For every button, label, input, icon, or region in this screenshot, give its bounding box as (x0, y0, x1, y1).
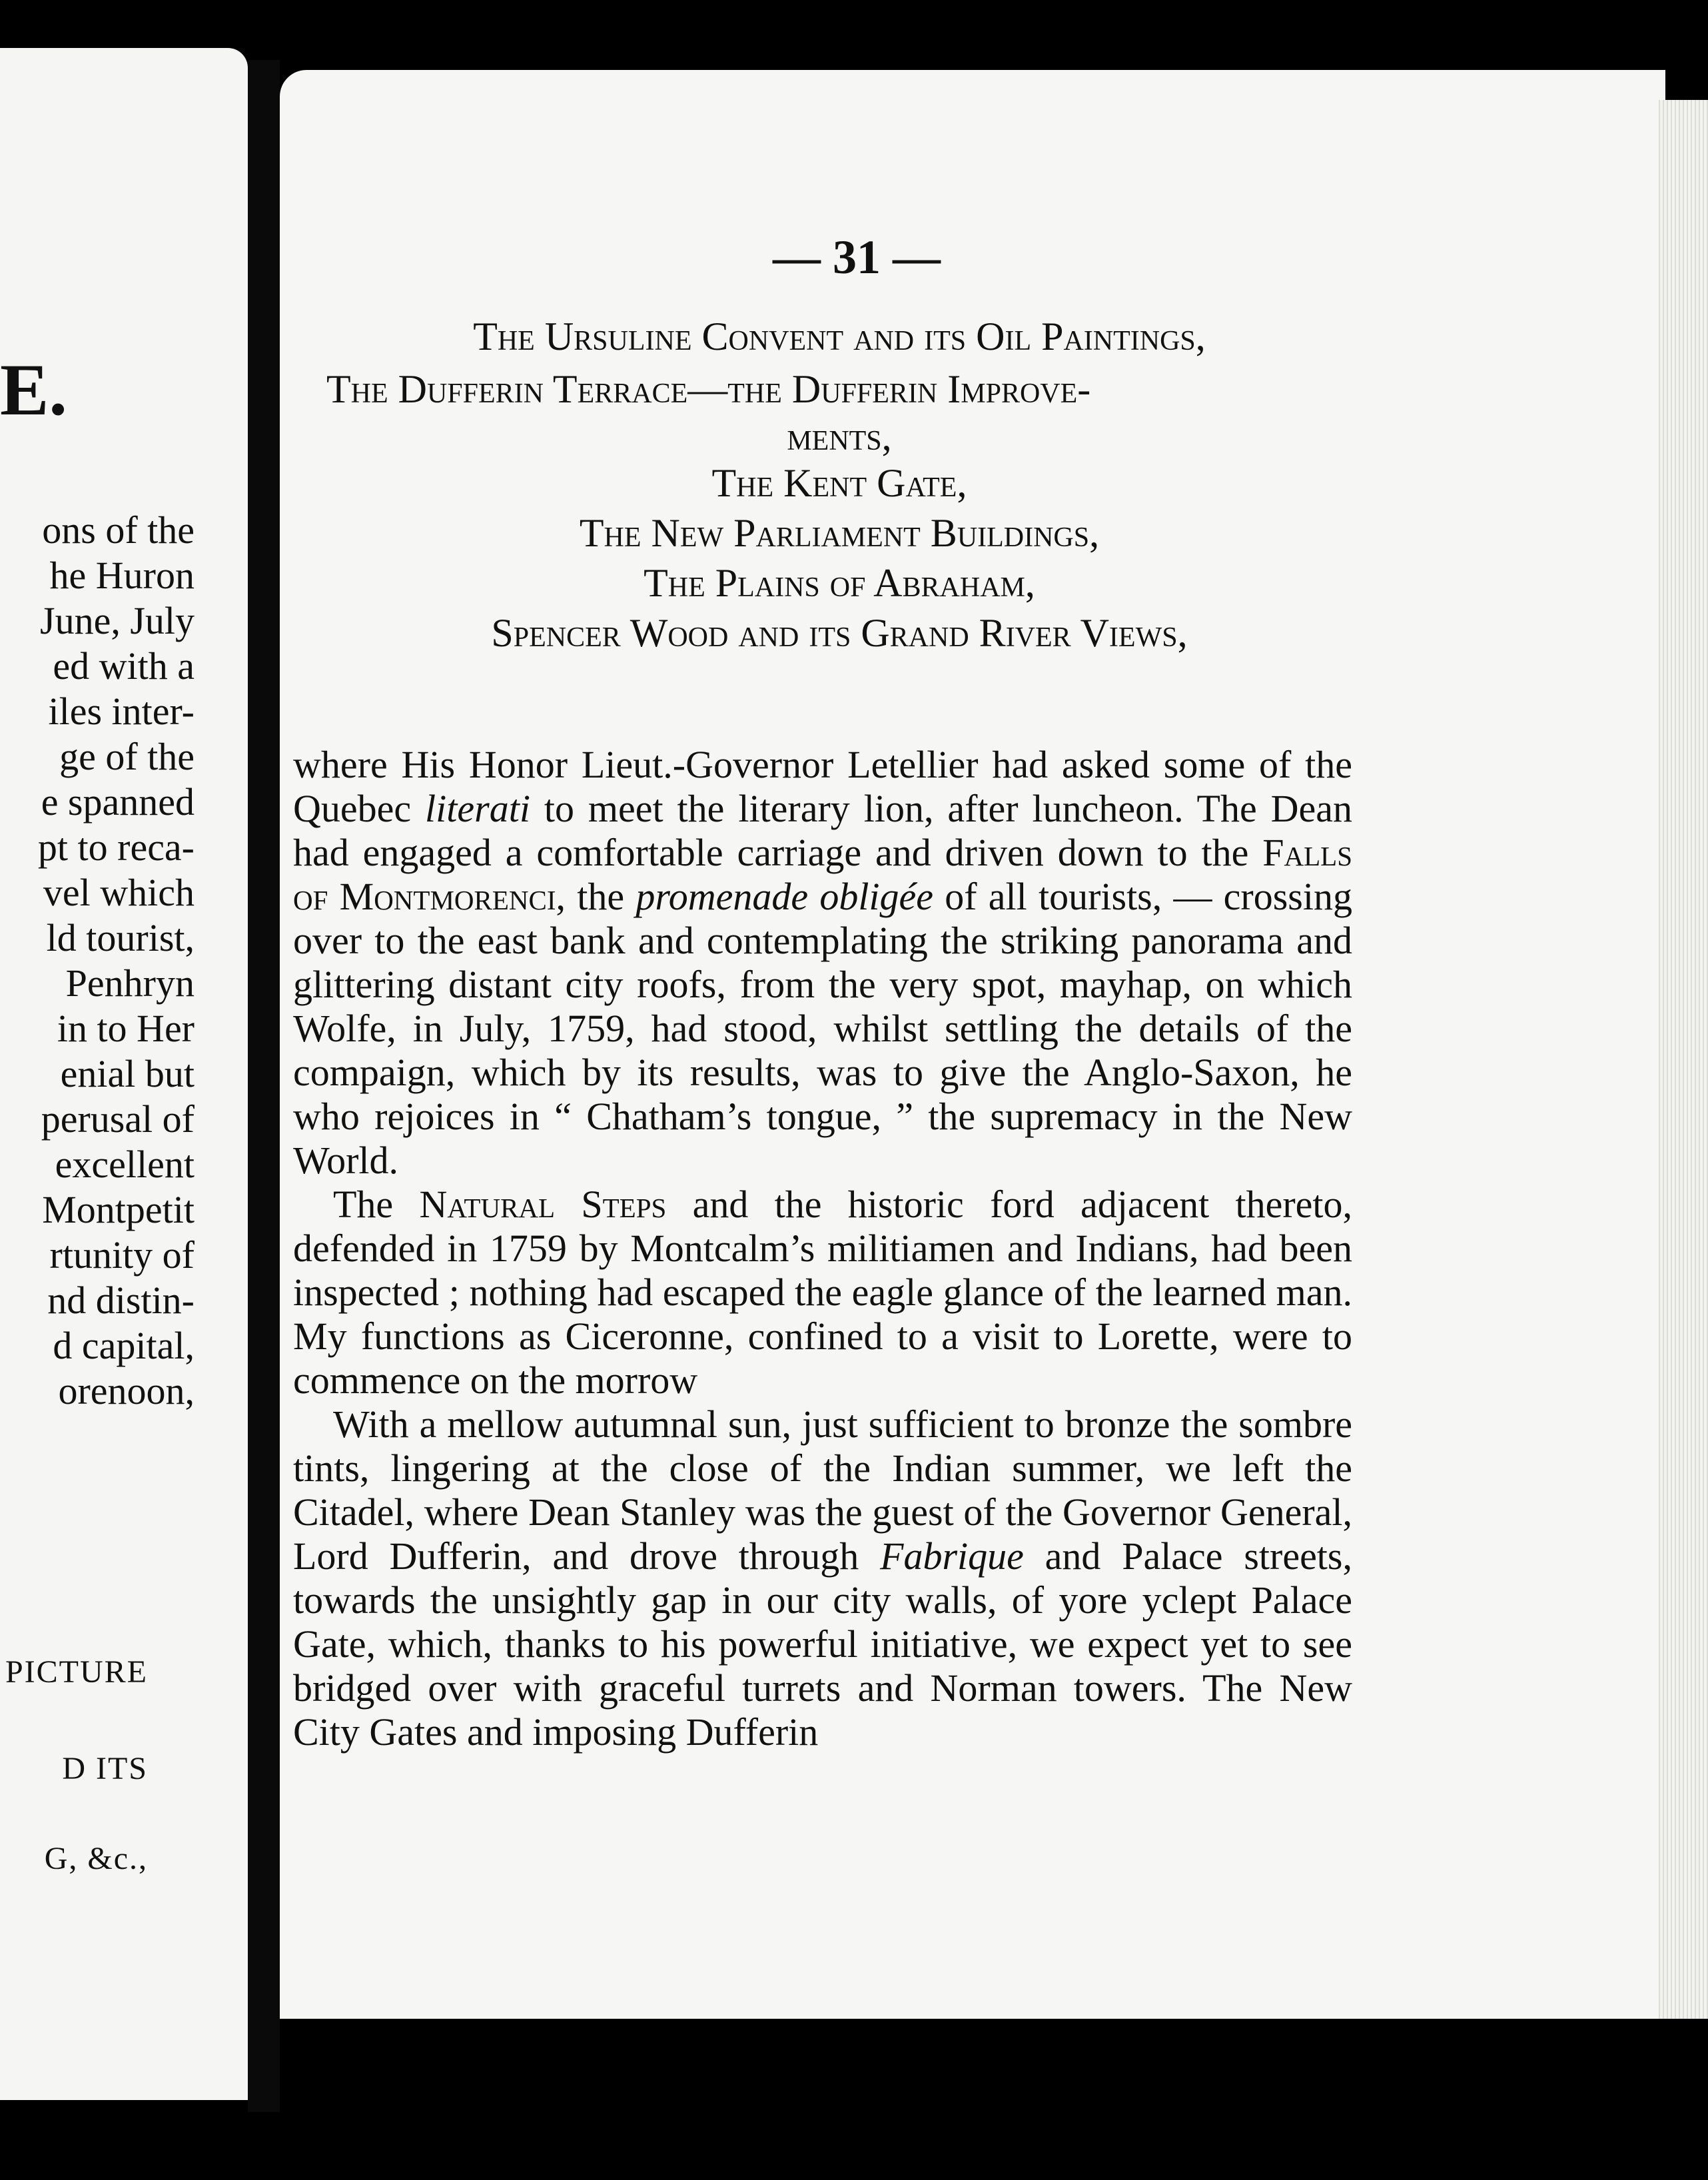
paragraph (293, 1183, 1352, 1402)
heading-line: The Kent Gate, (711, 461, 967, 505)
left-page-line: ld tourist, (46, 916, 195, 959)
text-run: where His Honor Lieut.-Governor Letellier had asked some of the Quebec (293, 743, 1352, 830)
paragraph (293, 1402, 1352, 1754)
heading-line: Spencer Wood and its Grand River Views, (491, 611, 1188, 655)
left-page-line: in to Her (57, 1007, 195, 1050)
heading-line-text: The Dufferin Terrace—the Dufferin Improve- (326, 367, 1091, 411)
left-page-line: enial but (60, 1052, 195, 1095)
heading-line: ments, (787, 414, 892, 458)
left-page-line: Montpetit (42, 1188, 195, 1231)
left-page-caption-line: PICTURE (5, 1654, 148, 1690)
italic-text: Fabrique (880, 1534, 1024, 1578)
page-number: — 31 — (773, 231, 941, 284)
text-run: , the (556, 875, 636, 918)
background-strip (280, 2019, 1708, 2180)
left-page-line: ed with a (53, 644, 195, 688)
heading-line: The New Parliament Buildings, (579, 511, 1100, 555)
small-caps-text: Natural Steps (419, 1183, 667, 1226)
left-page-line: ge of the (59, 735, 195, 778)
text-run: and Palace streets, towards the unsightly gap in our city walls, of yore yclept Palace Gate, which, thanks to his powerful initiative, we expect yet to see bridged over with graceful turrets and Norman towers. The New City Gates and imposing Dufferin (293, 1534, 1352, 1754)
left-page-line: excellent (55, 1143, 195, 1186)
italic-text: literati (425, 787, 530, 830)
text-run: of all tourists, — crossing over to the east bank and contemplating the striking panorama and glittering distant city roofs, from the very spot, mayhap, on which Wolfe, in July, 1759, had stood, whilst settling the details of the compaign, which by its results, was to give the Anglo-Saxon, he who rejoices in “ Chatham’s tongue, ” the supremacy in the New World. (293, 875, 1352, 1182)
body-text (293, 743, 1352, 1754)
left-page-line: ons of the (42, 508, 195, 552)
left-page-line: rtunity of (49, 1233, 195, 1277)
left-page-line: e spanned (41, 780, 195, 823)
left-page-line: June, July (40, 599, 195, 642)
text-run: The (333, 1183, 420, 1226)
left-page-line: orenoon, (58, 1369, 195, 1412)
left-page-line: iles inter- (48, 690, 195, 733)
paragraph (293, 743, 1352, 1183)
heading-line: The Ursuline Convent and its Oil Paintings, (473, 314, 1206, 358)
left-page-line: perusal of (41, 1097, 195, 1141)
heading-line (326, 366, 1366, 412)
left-page-caption-line: D ITS (62, 1751, 148, 1786)
left-page-line: pt to reca- (37, 825, 195, 869)
left-page-line: vel which (43, 871, 195, 914)
page-edges (1659, 100, 1708, 2052)
left-page-caption-line: G, &c., (44, 1841, 148, 1876)
heading-line: The Plains of Abraham, (643, 561, 1035, 605)
text-run: to meet the literary lion, after luncheon. The Dean had engaged a comfortable carriage and driven down to the (293, 787, 1352, 874)
left-page-line: he Huron (49, 554, 195, 597)
book-gutter (248, 60, 280, 2112)
left-page-line: d capital, (53, 1324, 195, 1367)
left-page-line: nd distin- (47, 1279, 195, 1322)
text-run: and the historic ford adjacent thereto, defended in 1759 by Montcalm’s militiamen and Indians, had been inspected ; nothing had escaped the eagle glance of the learned man. My functions as Ciceronne, confined to a visit to Lorette, were to commence on the morrow (293, 1183, 1353, 1402)
left-page-heading-fragment: E. (0, 349, 67, 430)
small-caps-text: Falls of Montmorenci (293, 831, 1352, 918)
text-run: With a mellow autumnal sun, just sufficient to bronze the sombre tints, lingering at the close of the Indian summer, we left the Citadel, where Dean Stanley was the guest of the Governor General, Lord Dufferin, and drove through (293, 1402, 1352, 1578)
left-page-line: Penhryn (65, 961, 195, 1005)
italic-text: promenade obligée (636, 875, 934, 918)
left-page (0, 48, 248, 2100)
